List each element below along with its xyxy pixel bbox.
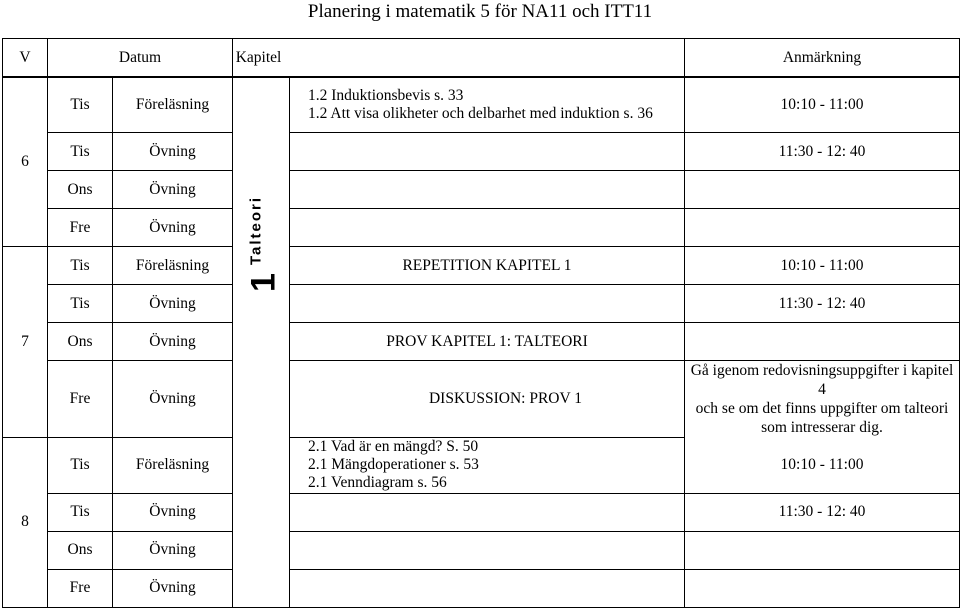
schedule-table [2,38,960,78]
header-anmarkning: Anmärkning [685,39,960,78]
moment-cell [290,171,685,209]
type-cell: Föreläsning [113,77,233,133]
anm-cell: 10:10 - 11:00 [685,437,960,493]
anm-cell: 10:10 - 11:00 [685,77,960,133]
day-cell: Tis [48,77,113,133]
moment-cell [290,209,685,247]
moment-cell: PROV KAPITEL 1: TALTEORI [290,323,685,361]
schedule-body [2,76,960,608]
day-cell: Tis [48,493,113,531]
type-cell: Övning [113,361,233,438]
note-line: som intresserar dig. [761,419,883,436]
table-row [3,285,960,323]
day-cell: Tis [48,247,113,285]
moment-cell [290,285,685,323]
week-cell: 8 [3,437,48,607]
table-row [3,531,960,569]
table-row [3,171,960,209]
moment-cell [290,77,685,133]
type-cell: Övning [113,133,233,171]
header-v: V [3,39,48,78]
type-cell: Övning [113,493,233,531]
table-row [3,247,960,285]
day-cell: Tis [48,133,113,171]
type-cell: Föreläsning [113,437,233,493]
week-cell: 7 [3,247,48,438]
type-cell: Övning [113,285,233,323]
week-cell: 6 [3,77,48,247]
moment-cell [290,531,685,569]
moment-cell [290,569,685,607]
moment-cell: REPETITION KAPITEL 1 [290,247,685,285]
header-row [3,39,960,78]
anm-cell: 10:10 - 11:00 [685,247,960,285]
kapitel-label: Talteori [247,195,265,266]
table-row [3,77,960,133]
day-cell: Ons [48,323,113,361]
day-cell: Fre [48,209,113,247]
day-cell: Fre [48,361,113,438]
moment-cell [290,437,685,493]
anm-cell: 11:30 - 12: 40 [685,133,960,171]
moment-line: 2.1 Mängdoperationer s. 53 [308,456,479,473]
table-row [3,493,960,531]
type-cell: Övning [113,323,233,361]
header-kapitel: Kapitel [235,49,282,66]
table-row [3,323,960,361]
type-cell: Övning [113,531,233,569]
day-cell: Tis [48,285,113,323]
day-cell: Ons [48,171,113,209]
moment-cell: DISKUSSION: PROV 1 [290,361,685,438]
moment-line: 1.2 Att visa olikheter och delbarhet med induktion s. 36 [308,104,653,122]
moment-line: 2.1 Vad är en mängd? S. 50 [308,438,479,455]
note-line: och se om det finns uppgifter om talteori [695,400,949,417]
moment-cell [290,493,685,531]
anm-cell: 11:30 - 12: 40 [685,493,960,531]
moment-line: 2.1 Venndiagram s. 56 [308,474,447,491]
type-cell: Övning [113,171,233,209]
anm-cell [685,209,960,247]
anm-cell [685,569,960,607]
day-cell: Fre [48,569,113,607]
day-cell: Tis [48,437,113,493]
kapitel-number: 1 [244,273,283,292]
anm-cell [685,171,960,209]
note-line: Gå igenom redovisningsuppgifter i kapitel 4 [690,362,954,398]
type-cell: Föreläsning [113,247,233,285]
anm-cell [685,323,960,361]
type-cell: Övning [113,209,233,247]
page-title: Planering i matematik 5 för NA11 och ITT11 [307,1,653,22]
day-cell: Ons [48,531,113,569]
anm-cell: 11:30 - 12: 40 [685,285,960,323]
table-row [3,437,960,493]
note-cell [685,361,960,438]
table-row [3,361,960,438]
anm-cell [685,531,960,569]
kapitel-cell [233,77,290,608]
moment-line: 1.2 Induktionsbevis s. 33 [308,86,464,104]
type-cell: Övning [113,569,233,607]
moment-cell [290,133,685,171]
header-datum: Datum [48,39,233,78]
table-row [3,209,960,247]
table-row [3,133,960,171]
table-row [3,569,960,607]
